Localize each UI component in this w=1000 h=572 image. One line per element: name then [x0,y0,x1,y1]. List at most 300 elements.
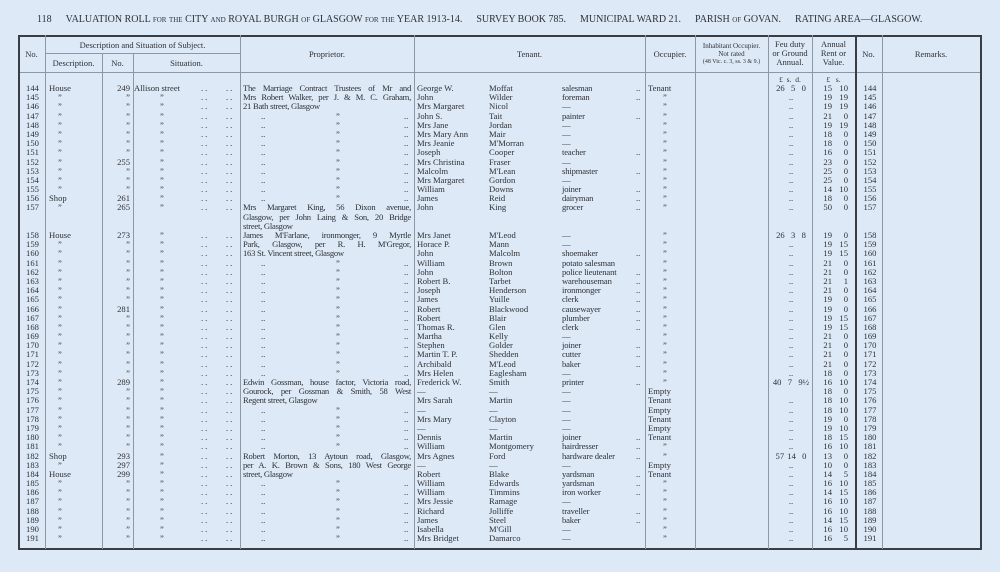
tenant-surname: — [489,404,498,415]
tenant-surname: Mann [489,239,510,250]
leader-dots: .. [404,119,409,130]
tenant-surname: Tarbet [489,275,511,286]
tenant-surname: M'Morran [489,138,524,149]
entry-number: 151 [26,147,39,158]
tenant-surname: Montgomery [489,441,534,452]
leader-dots: .. [636,432,641,443]
leader-dots: .. [201,119,210,130]
rent-pounds: 19 [823,294,832,305]
leader-dots: .. [404,110,409,121]
leader-dots: .. [201,533,210,544]
entry-number-right: 190 [863,524,877,534]
leader-dots: .. [226,487,235,498]
leader-dots: .. [261,312,266,323]
header-description-group: Description and Situation of Subject. [79,40,206,50]
entry-number-right: 175 [863,386,877,397]
leader-dots: .. [201,432,210,443]
leader-dots: .. [404,349,409,360]
tenant-occupation: baker [562,358,581,369]
rent-pounds: 19 [823,422,832,433]
feu-duty: 40 7 9½ [772,377,810,387]
leader-dots: .. [226,450,235,461]
leader-dots: .. [226,312,235,323]
rent-pounds: 21 [823,349,832,360]
rent-shillings: 10 [839,496,848,507]
tenant-occupation: shipmaster [562,165,598,176]
rent-shillings: 0 [843,202,848,213]
feu-duty: .. [788,468,794,479]
leader-dots: .. [404,487,409,498]
leader-dots: .. [404,193,409,204]
entry-number: 153 [26,165,39,176]
header-feu-line1: Feu duty [775,39,805,49]
ditto-mark: ” [58,533,62,544]
entry-number-right: 159 [863,239,877,250]
leader-dots: .. [201,128,210,139]
leader-dots: .. [404,340,409,351]
street-number: 281 [117,303,130,314]
feu-duty: .. [788,358,794,369]
ditto-mark: ” [58,128,62,139]
ditto-mark: ” [160,404,164,415]
parish: PARISH of GOVAN. [695,14,781,25]
ditto-mark: ” [126,285,130,296]
feu-duty: .. [788,340,794,351]
leader-dots: .. [636,468,641,479]
leader-dots: .. [201,294,210,305]
proprietor: Regent street, Glasgow [243,395,318,406]
leader-dots: .. [201,110,210,121]
leader-dots: .. [261,514,266,525]
leader-dots: .. [226,92,235,103]
ditto-mark: ” [126,514,130,525]
leader-dots: .. [261,193,266,204]
tenant-occupation: iron worker [562,487,601,498]
ditto-mark: ” [126,119,130,130]
rent-shillings: 0 [843,386,848,397]
ditto-mark: ” [336,413,340,424]
occupier: Tenant [648,468,672,479]
tenant-first-name: — [417,386,426,397]
tenant-surname: Brown [489,257,513,268]
leader-dots: .. [226,83,235,93]
ditto-mark: ” [58,331,62,342]
tenant-surname: Golder [489,340,513,351]
ditto-mark: ” [160,505,164,516]
tenant-occupation: — [562,367,571,378]
header-inhabitant [695,42,768,66]
rent-shillings: 10 [839,377,848,387]
ditto-mark: ” [126,275,130,286]
rent-pounds: 16 [823,496,832,507]
tenant-occupation: — [562,156,571,167]
rent-pounds: 19 [823,119,832,130]
feu-duty: .. [788,92,794,103]
ditto-mark: ” [58,266,62,277]
tenant-surname: Blake [489,468,510,479]
entry-number: 159 [26,239,39,250]
feu-duty: .. [788,478,794,489]
rent-pounds: 18 [823,395,832,406]
feu-duty: .. [788,496,794,507]
ditto-mark: ” [663,202,667,213]
ditto-mark: ” [663,496,667,507]
tenant-occupation: — [562,395,571,406]
ditto-mark: ” [160,147,164,158]
leader-dots: .. [226,174,235,185]
tenant-first-name: Mrs Mary Ann [417,128,469,139]
header-inhabitant-line1: Inhabitant Occupier. [702,42,761,50]
tenant-occupation: — [562,101,571,112]
ditto-mark: ” [160,413,164,424]
rent-pounds: 21 [823,340,832,351]
leader-dots: .. [226,496,235,507]
entry-number: 158 [26,230,39,240]
rent-pounds: 14 [823,468,832,479]
ditto-mark: ” [336,266,340,277]
ditto-mark: ” [58,257,62,268]
leader-dots: .. [261,138,266,149]
rent-shillings: 5 [843,533,848,544]
ditto-mark: ” [126,266,130,277]
leader-dots: .. [261,478,266,489]
leader-dots: .. [404,514,409,525]
entry-number-right: 191 [863,533,877,544]
tenant-occupation: dairyman [562,193,594,204]
tenant-surname: Jolliffe [489,505,514,516]
ditto-mark: ” [126,340,130,351]
ditto-mark: ” [663,174,667,185]
ditto-mark: ” [336,275,340,286]
rent-pounds: 19 [823,413,832,424]
ditto-mark: ” [58,303,62,314]
entry-number: 145 [26,92,39,103]
feu-duty: .. [788,331,794,342]
rent-shillings: 19 [839,101,848,112]
ditto-mark: ” [663,275,667,286]
header-inhabitant-line3: (48 Vic. c. 3, ss. 3 & 9.) [702,59,761,65]
ditto-mark: ” [58,202,62,213]
entry-number-right: 174 [863,377,877,387]
ditto-mark: ” [126,496,130,507]
ditto-mark: ” [58,478,62,489]
leader-dots: .. [201,441,210,452]
leader-dots: .. [404,533,409,544]
ditto-mark: ” [336,110,340,121]
leader-dots: .. [226,468,235,479]
entry-number: 160 [26,248,39,259]
leader-dots: .. [636,248,641,259]
leader-dots: .. [404,358,409,369]
leader-dots: .. [226,165,235,176]
table-row [0,452,1000,461]
description: House [49,230,71,240]
ditto-mark: ” [336,487,340,498]
entry-number: 184 [26,468,39,479]
rent-shillings: 15 [839,432,848,443]
ditto-mark: ” [336,340,340,351]
ditto-mark: ” [663,266,667,277]
ditto-mark: ” [336,422,340,433]
ditto-mark: ” [663,478,667,489]
feu-duty: .. [788,505,794,516]
leader-dots: .. [226,193,235,204]
tenant-occupation: — [562,174,571,185]
rent-pounds: 18 [823,404,832,415]
leader-dots: .. [636,83,641,93]
feu-duty: .. [788,422,794,433]
entry-number: 161 [26,257,39,268]
ditto-mark: ” [126,312,130,323]
tenant-occupation: shoemaker [562,248,598,259]
leader-dots: .. [201,303,210,314]
leader-dots: .. [226,156,235,167]
tenant-first-name: Richard [417,505,445,516]
tenant-surname: Jordan [489,119,512,130]
street-number: 293 [117,450,130,461]
rent-shillings: 5 [843,468,848,479]
rent-pounds: 19 [823,92,832,103]
tenant-surname: King [489,202,507,213]
entry-number-right: 184 [863,468,877,479]
tenant-occupation: painter [562,110,585,121]
tenant-surname: Damarco [489,533,521,544]
rent-pounds: 19 [823,230,832,240]
ditto-mark: ” [663,349,667,360]
tenant-surname: Kelly [489,331,509,342]
ditto-mark: ” [160,377,164,387]
leader-dots: .. [261,321,266,332]
rent-shillings: 0 [843,193,848,204]
leader-dots: .. [201,202,210,213]
ditto-mark: ” [160,312,164,323]
street-number: 273 [117,230,130,240]
feu-duty: .. [788,533,794,544]
leader-dots: .. [636,147,641,158]
table-top-border [18,35,982,37]
ditto-mark: ” [58,165,62,176]
description: House [49,468,71,479]
occupier: Tenant [648,395,672,406]
ditto-mark: ” [126,404,130,415]
leader-dots: .. [226,230,235,240]
leader-dots: .. [261,303,266,314]
tenant-first-name: James [417,294,439,305]
leader-dots: .. [201,478,210,489]
rent-shillings: 0 [843,174,848,185]
ditto-mark: ” [160,395,164,406]
tenant-first-name: William [417,441,445,452]
rent-pounds: 13 [823,450,832,461]
ditto-mark: ” [663,239,667,250]
entry-number: 178 [26,413,39,424]
ditto-mark: ” [126,422,130,433]
rent-pounds: 19 [823,248,832,259]
leader-dots: .. [201,395,210,406]
leader-dots: .. [201,413,210,424]
rent-pounds: 21 [823,285,832,296]
ditto-mark: ” [663,138,667,149]
leader-dots: .. [226,441,235,452]
ditto-mark: ” [126,413,130,424]
tenant-occupation: teacher [562,147,586,158]
entry-number: 162 [26,266,39,277]
ditto-mark: ” [58,441,62,452]
ditto-mark: ” [160,285,164,296]
leader-dots: .. [404,432,409,443]
tenant-surname: Downs [489,184,514,195]
header-number: No. [111,58,124,68]
ditto-mark: ” [58,524,62,534]
proprietor: Mrs Robert Walker, per J. & M. C. Graham, [243,92,411,103]
tenant-occupation: joiner [562,184,582,195]
feu-units: £ s. d. [779,75,801,84]
rent-pounds: 21 [823,275,832,286]
ditto-mark: ” [663,110,667,121]
feu-duty: .. [788,248,794,259]
tenant-surname: Wilder [489,92,513,103]
ditto-mark: ” [336,128,340,139]
entry-number-right: 157 [863,202,877,213]
rent-pounds: 18 [823,367,832,378]
rent-pounds: 19 [823,303,832,314]
rent-pounds: 18 [823,138,832,149]
leader-dots: .. [636,441,641,452]
ditto-mark: ” [336,524,340,534]
tenant-first-name: Thomas R. [417,321,455,332]
leader-dots: .. [636,92,641,103]
tenant-first-name: Robert [417,303,441,314]
ditto-mark: ” [336,294,340,305]
ditto-mark: ” [663,230,667,240]
leader-dots: .. [261,349,266,360]
tenant-surname: M'Gill [489,524,512,534]
ditto-mark: ” [160,450,164,461]
ditto-mark: ” [126,110,130,121]
leader-dots: .. [201,331,210,342]
leader-dots: .. [636,184,641,195]
ditto-mark: ” [58,147,62,158]
tenant-occupation: yardsman [562,478,595,489]
leader-dots: .. [404,257,409,268]
ditto-mark: ” [126,432,130,443]
ditto-mark: ” [160,193,164,204]
tenant-surname: Eaglesham [489,367,527,378]
entry-number-right: 147 [863,110,877,121]
ditto-mark: ” [126,533,130,544]
ditto-mark: ” [160,202,164,213]
ditto-mark: ” [160,156,164,167]
ditto-mark: ” [160,230,164,240]
rent-shillings: 0 [843,128,848,139]
tenant-occupation: hardware dealer [562,450,615,461]
occupier: Tenant [648,83,672,93]
tenant-occupation: foreman [562,92,590,103]
tenant-occupation: — [562,524,571,534]
ditto-mark: ” [160,358,164,369]
street-number: 299 [117,468,130,479]
rent-pounds: 25 [823,165,832,176]
tenant-first-name: William [417,184,445,195]
tenant-first-name: Mrs Sarah [417,395,453,406]
proprietor: Gourock, per Gossman & Smith, 58 West [243,386,411,397]
table-row-continuation [0,213,1000,222]
tenant-first-name: Robert [417,312,441,323]
rent-pounds: 18 [823,128,832,139]
rent-shillings: 10 [839,395,848,406]
ditto-mark: ” [160,478,164,489]
entry-number-right: 168 [863,321,877,332]
ditto-mark: ” [58,239,62,250]
leader-dots: .. [404,174,409,185]
leader-dots: .. [201,184,210,195]
entry-number: 179 [26,422,39,433]
leader-dots: .. [261,165,266,176]
rent-shillings: 0 [843,138,848,149]
ditto-mark: ” [58,321,62,332]
rent-shillings: 0 [843,459,848,470]
leader-dots: .. [201,404,210,415]
leader-dots: .. [226,505,235,516]
leader-dots: .. [636,165,641,176]
ditto-mark: ” [58,119,62,130]
header-remarks: Remarks. [914,49,948,59]
feu-duty: .. [788,184,794,195]
entry-number-right: 187 [863,496,877,507]
leader-dots: .. [226,128,235,139]
tenant-occupation: causewayer [562,303,601,314]
feu-duty: .. [788,514,794,525]
leader-dots: .. [201,496,210,507]
header-feu-line3: Annual. [776,57,804,67]
ditto-mark: ” [336,174,340,185]
proprietor: 21 Bath street, Glasgow [243,101,320,112]
ditto-mark: ” [336,358,340,369]
occupier: Empty [648,404,671,415]
tenant-occupation: — [562,230,571,240]
leader-dots: .. [404,165,409,176]
leader-dots: .. [226,294,235,305]
ditto-mark: ” [663,119,667,130]
leader-dots: .. [261,119,266,130]
leader-dots: .. [226,413,235,424]
ditto-mark: ” [663,367,667,378]
feu-duty: .. [788,349,794,360]
ditto-mark: ” [663,312,667,323]
ditto-mark: ” [126,524,130,534]
entry-number-right: 150 [863,138,877,149]
entry-number: 157 [26,202,39,213]
leader-dots: .. [404,312,409,323]
entry-number-right: 177 [863,404,877,415]
entry-number-right: 170 [863,340,877,351]
ditto-mark: ” [663,128,667,139]
ditto-mark: ” [58,349,62,360]
ditto-mark: ” [336,156,340,167]
ditto-mark: ” [336,312,340,323]
rent-pounds: 50 [823,202,832,213]
ditto-mark: ” [126,487,130,498]
leader-dots: .. [404,524,409,534]
ditto-mark: ” [58,92,62,103]
entry-number-right: 162 [863,266,877,277]
leader-dots: .. [201,156,210,167]
header-no: No. [25,49,38,59]
ditto-mark: ” [160,331,164,342]
feu-duty: .. [788,294,794,305]
tenant-surname: Malcolm [489,248,521,259]
ditto-mark: ” [126,441,130,452]
